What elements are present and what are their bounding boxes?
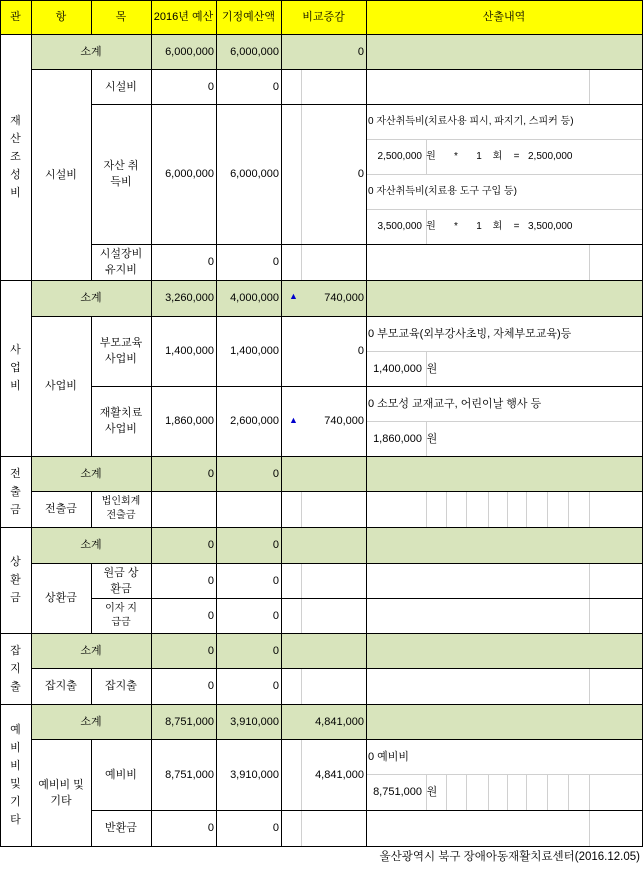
business-1-budget: 1,860,000: [165, 415, 214, 427]
facility-2-prev: 0: [272, 256, 279, 268]
reserve-0-diff: 4,841,000: [315, 768, 364, 781]
footer-note: 울산광역시 북구 장애아동재활치료센터(2016.12.05): [379, 851, 640, 863]
reserve-detail-amount-0: 8,751,000: [373, 786, 422, 798]
facility-1-prev: 6,000,000: [230, 168, 279, 180]
gwan-facility: 재산조성비: [10, 115, 21, 199]
facility-detail-total-1: 3,500,000: [528, 220, 573, 232]
facility-detail-per-0: 회: [492, 150, 503, 162]
business-0-budget: 1,400,000: [165, 345, 214, 357]
facility-detail-op-1: *: [454, 220, 458, 232]
hang-facility: 시설비: [45, 168, 77, 181]
repay-0-budget: 0: [207, 574, 214, 587]
facility-detail-unit-1: 원: [426, 220, 436, 232]
header-diff: 비교증감: [302, 11, 345, 23]
facility-subtotal-budget: 6,000,000: [165, 45, 214, 58]
gwan-misc: 잡지출: [10, 644, 21, 693]
reserve-0-prev: 3,910,000: [230, 768, 279, 781]
facility-detail-amount-1: 3,500,000: [377, 220, 422, 232]
mok-repay-1: 이자 지급금: [105, 602, 137, 628]
business-subtotal-diff: 740,000: [324, 292, 364, 304]
repay-1-budget: 0: [207, 609, 214, 622]
facility-detail-per-1: 회: [492, 220, 503, 232]
business-0-diff: 0: [357, 345, 364, 357]
business-detail-text-0: 0 부모교육(외부강사초빙, 자체부모교육)등: [368, 327, 572, 340]
reserve-subtotal-prev: 3,910,000: [230, 715, 279, 728]
header-prev-budget: 기정예산액: [221, 11, 276, 23]
reserve-0-budget: 8,751,000: [165, 768, 214, 781]
business-detail-amount-0: 1,400,000: [373, 362, 422, 375]
misc-subtotal-budget: 0: [207, 644, 214, 657]
mok-facility-2: 시설장비 유지비: [99, 248, 143, 276]
mok-facility-0: 시설비: [105, 80, 137, 93]
facility-1-diff: 0: [357, 168, 364, 180]
facility-detail-text-1: 0 자산취득비(치료용 도구 구입 등): [368, 185, 517, 197]
header-mok: 목: [115, 11, 127, 23]
gwan-business: 사업비: [10, 344, 21, 392]
hang-transfer: 전출금: [45, 503, 77, 515]
misc-0-budget: 0: [207, 680, 214, 692]
facility-subtotal-prev: 6,000,000: [230, 45, 279, 58]
reserve-1-prev: 0: [272, 822, 279, 834]
increase-triangle-icon: ▲: [289, 291, 298, 301]
facility-subtotal-diff: 0: [357, 45, 364, 58]
facility-detail-text-0: 0 자산취득비(치료사용 피시, 파지기, 스피커 등): [368, 115, 574, 127]
misc-0-prev: 0: [272, 680, 279, 692]
business-subtotal-prev: 4,000,000: [230, 292, 279, 304]
business-subtotal-budget: 3,260,000: [165, 292, 214, 304]
reserve-1-budget: 0: [207, 822, 214, 834]
mok-reserve-0: 예비비: [105, 768, 137, 781]
subtotal-label: 소계: [80, 539, 102, 551]
business-1-diff: 740,000: [324, 415, 364, 427]
mok-repay-0: 원금 상환금: [103, 566, 139, 595]
misc-subtotal-prev: 0: [272, 644, 279, 657]
business-detail-unit-0: 원: [426, 362, 438, 375]
business-detail-unit-1: 원: [426, 432, 438, 445]
reserve-detail-text-0: 0 예비비: [368, 750, 410, 763]
hang-repay: 상환금: [45, 592, 77, 604]
mok-reserve-1: 반환금: [105, 822, 137, 834]
facility-0-budget: 0: [207, 80, 214, 93]
transfer-subtotal-budget: 0: [207, 467, 214, 480]
facility-2-budget: 0: [207, 256, 214, 268]
mok-business-1: 재활치료 사업비: [99, 407, 143, 435]
repay-subtotal-prev: 0: [272, 539, 279, 551]
business-detail-amount-1: 1,860,000: [373, 432, 422, 445]
reserve-subtotal-diff: 4,841,000: [315, 715, 364, 728]
mok-business-0: 부모교육 사업비: [99, 337, 143, 365]
subtotal-label: 소계: [80, 715, 102, 728]
hang-misc: 잡지출: [45, 680, 77, 692]
subtotal-label: 소계: [80, 644, 102, 657]
header-hang: 항: [55, 11, 67, 23]
facility-detail-total-0: 2,500,000: [528, 150, 573, 162]
subtotal-label: 소계: [80, 292, 102, 304]
subtotal-label: 소계: [80, 45, 102, 58]
gwan-reserve: 예비비및기타: [10, 724, 21, 826]
increase-triangle-icon: ▲: [289, 415, 298, 425]
reserve-detail-unit-0: 원: [426, 786, 438, 798]
header-budget-2016: 2016년 예산: [153, 11, 214, 23]
facility-detail-qty-0: 1: [476, 150, 482, 162]
repay-1-prev: 0: [272, 609, 279, 622]
subtotal-label: 소계: [80, 467, 102, 480]
facility-detail-qty-1: 1: [476, 220, 482, 232]
facility-detail-eq-1: =: [513, 220, 520, 232]
gwan-transfer: 전출금: [10, 467, 21, 516]
mok-misc-0: 잡지출: [105, 680, 137, 692]
facility-detail-op-0: *: [454, 150, 458, 162]
hang-reserve: 예비비 및 기타: [38, 778, 84, 807]
repay-subtotal-budget: 0: [207, 539, 214, 551]
facility-detail-eq-0: =: [513, 150, 520, 162]
facility-0-prev: 0: [272, 80, 279, 93]
business-0-prev: 1,400,000: [230, 345, 279, 357]
business-1-prev: 2,600,000: [230, 415, 279, 427]
business-detail-text-1: 0 소모성 교재교구, 어린이날 행사 등: [368, 397, 542, 410]
mok-facility-1: 자산 취득비: [103, 160, 139, 188]
header-gwan: 관: [10, 11, 21, 23]
transfer-subtotal-prev: 0: [272, 467, 279, 480]
reserve-subtotal-budget: 8,751,000: [165, 715, 214, 728]
mok-transfer-0: 법인회계 전출금: [101, 496, 141, 521]
gwan-repay: 상환금: [10, 556, 21, 604]
facility-detail-unit-0: 원: [426, 150, 436, 162]
facility-detail-amount-0: 2,500,000: [377, 150, 422, 162]
repay-0-prev: 0: [272, 574, 279, 587]
header-breakdown: 산출내역: [482, 11, 526, 23]
facility-1-budget: 6,000,000: [165, 168, 214, 180]
hang-business: 사업비: [45, 380, 77, 392]
